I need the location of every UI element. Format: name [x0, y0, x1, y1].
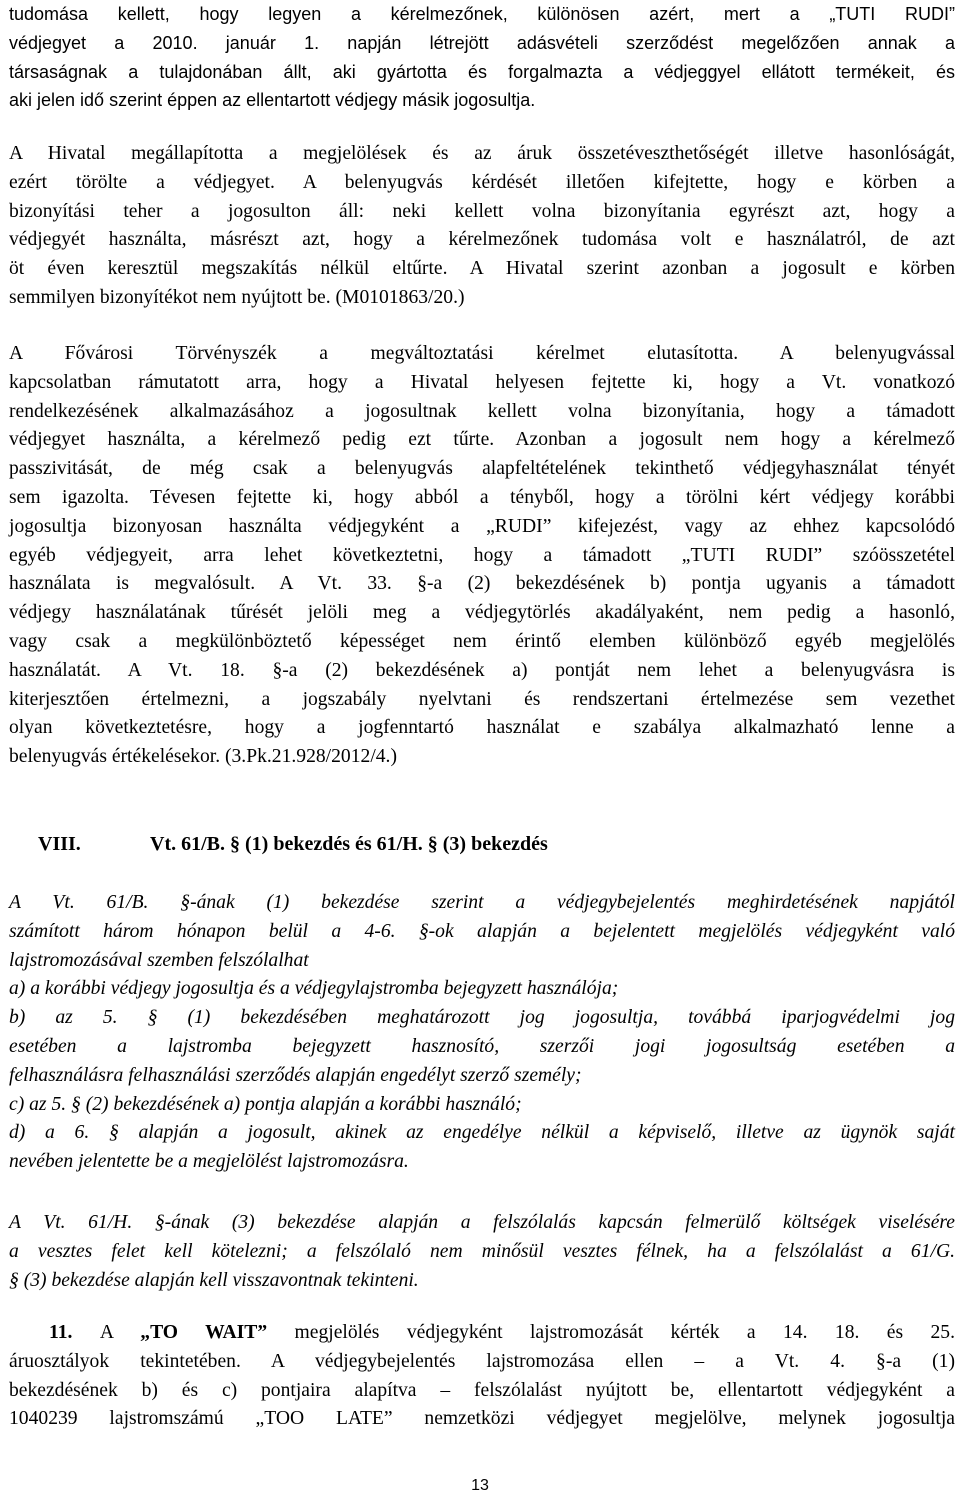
text-line: semmilyen bizonyítékot nem nyújtott be. (M0101863/20.)	[9, 286, 465, 308]
text-line: § (3) bekezdése alapján kell visszavontnak tekinteni.	[9, 1269, 419, 1291]
paragraph-6-case	[9, 1319, 955, 1434]
text-line: olyan következtetésre, hogy a jogfenntartó használat e szabálya alkalmazható lenne a	[9, 717, 955, 739]
text-line: ezért törölte a védjegyet. A belenyugvás kérdését illetően kifejtette, hogy e körben a	[9, 171, 955, 193]
text-line: öt éven keresztül megszakítás nélkül eltűrte. A Hivatal szerint azonban a jogosult e körben	[9, 258, 955, 280]
text-line: védjegy használatának tűrését jelöli meg a védjegytörlés akadályaként, nem pedig a hasonló,	[9, 602, 955, 624]
text-line: tudomása kellett, hogy legyen a kérelmezőnek, különösen azért, mert a „TUTI RUDI”	[9, 4, 955, 24]
text-line: használata is megvalósult. A Vt. 33. §-a (2) bekezdésének b) pontja ugyanis a támadott	[9, 573, 955, 595]
text-line: a vesztes felet kell kötelezni; a felszólaló nem minősül vesztes félnek, ha a felszólalást a 61/G.	[9, 1240, 955, 1262]
section-heading	[38, 833, 548, 856]
text-line: nevében jelentette be a megjelölést lajstromozásra.	[9, 1151, 409, 1173]
text-line: kapcsolatban rámutatott arra, hogy a Hivatal helyesen fejtette ki, hogy a Vt. vonatkozó	[9, 371, 955, 393]
text-line: d) a 6. § alapján a jogosult, akinek az engedélye nélkül a képviselő, illetve az ügynök saját	[9, 1122, 955, 1144]
text-line: lajstromozásával szemben felszólalhat	[9, 949, 309, 971]
text-line: A Hivatal megállapította a megjelölések és az áruk összetéveszthetőségét illetve hasonlóságát,	[9, 143, 955, 164]
case-first-line: A „TO WAIT” megjelölés védjegyként lajstromozását kérték a 14. 18. és 25.	[99, 1322, 955, 1343]
text-line: rendelkezésének alkalmazásához a jogosultnak kellett volna bizonyítania, hogy a támadott	[9, 400, 955, 422]
text-line: vagy csak a megkülönböztető képességet nem érintő elemben különböző egyéb megjelölés	[9, 630, 955, 652]
text-line: áruosztályok tekintetében. A védjegybejelentés lajstromozása ellen – a Vt. 4. §-a (1)	[9, 1350, 955, 1372]
text-line: aki jelen idő szerint éppen az ellentartott védjegy másik jogosultja.	[9, 90, 536, 111]
section-number: VIII.	[38, 833, 81, 855]
paragraph-5-quote	[9, 1209, 955, 1295]
text-line	[9, 1319, 955, 1348]
page-number: 13	[471, 1477, 489, 1494]
text-line: egyéb védjegyeit, arra lehet következtetni, hogy a támadott „TUTI RUDI” szóösszetétel	[9, 544, 955, 566]
paragraph-2	[9, 140, 955, 313]
case-number: 11.	[49, 1322, 73, 1343]
paragraph-1	[9, 0, 955, 115]
text-line: esetében a lajstromba bejegyzett hasznosító, szerzői jogi jogosultság esetében a	[9, 1035, 955, 1057]
section-title: Vt. 61/B. § (1) bekezdés és 61/H. § (3) bekezdés	[150, 833, 548, 855]
text-line: A Vt. 61/H. §-ának (3) bekezdése alapján a felszólalás kapcsán felmerülő költségek viselésére	[9, 1212, 955, 1233]
paragraph-4-quote	[9, 889, 955, 1177]
text-line: védjegyet használta, a kérelmező pedig ezt tűrte. Azonban a jogosult nem hogy a kérelmező	[9, 429, 955, 451]
text-line: passzivitását, de még csak a belenyugvás alapfeltételének tekinthető védjegyhasználat tényét	[9, 458, 955, 480]
text-line: védjegyet a 2010. január 1. napján létrejött adásvételi szerződést megelőzően annak a	[9, 32, 955, 53]
text-line: jogosultja bizonyosan használta védjegyként a „RUDI” kifejezést, vagy az ehhez kapcsolódó	[9, 515, 955, 537]
text-line: 1040239 lajstromszámú „TOO LATE” nemzetközi védjegyet megjelölve, melynek jogosultja	[9, 1408, 955, 1430]
text-line: c) az 5. § (2) bekezdésének a) pontja alapján a korábbi használó;	[9, 1093, 522, 1115]
text-line: A Fővárosi Törvényszék a megváltoztatási kérelmet elutasította. A belenyugvással	[9, 343, 955, 364]
text-line: bekezdésének b) és c) pontjaira alapítva – felszólalást nyújtott be, ellentartott védjegyként a	[9, 1379, 955, 1401]
text-line: sem igazolta. Tévesen fejtette ki, hogy abból a tényből, hogy a törölni kért védjegy korábbi	[9, 486, 955, 508]
paragraph-3	[9, 340, 955, 772]
text-line: bizonyítási teher a jogosulton áll: neki kellett volna bizonyítania egyrészt azt, hogy a	[9, 200, 955, 222]
text-line: számított három hónapon belül a 4-6. §-ok alapján a bejelentett megjelölés védjegyként való	[9, 920, 955, 942]
text-line: b) az 5. § (1) bekezdésében meghatározott jog jogosultja, továbbá iparjogvédelmi jog	[9, 1007, 955, 1029]
text-line: a) a korábbi védjegy jogosultja és a védjegylajstromba bejegyzett használója;	[9, 978, 619, 1000]
text-line: belenyugvás értékelésekor. (3.Pk.21.928/2012/4.)	[9, 746, 397, 768]
text-line: kiterjesztően értelmezni, a jogszabály nyelvtani és rendszertani értelmezése sem vezethet	[9, 688, 955, 710]
text-line: védjegyét használta, másrészt azt, hogy a kérelmezőnek tudomása volt e használatról, de azt	[9, 229, 955, 251]
quoted-mark: „TO WAIT”	[140, 1322, 268, 1343]
text-line: A Vt. 61/B. §-ának (1) bekezdése szerint a védjegybejelentés meghirdetésének napjától	[9, 892, 955, 913]
text-line: használatát. A Vt. 18. §-a (2) bekezdésének a) pontját nem lehet a belenyugvásra is	[9, 659, 955, 681]
text-line: felhasználásra felhasználási szerződés alapján engedélyt szerző személy;	[9, 1064, 582, 1086]
text-line: társaságnak a tulajdonában állt, aki gyártotta és forgalmazta a védjeggyel ellátott termékeit, és	[9, 61, 955, 82]
